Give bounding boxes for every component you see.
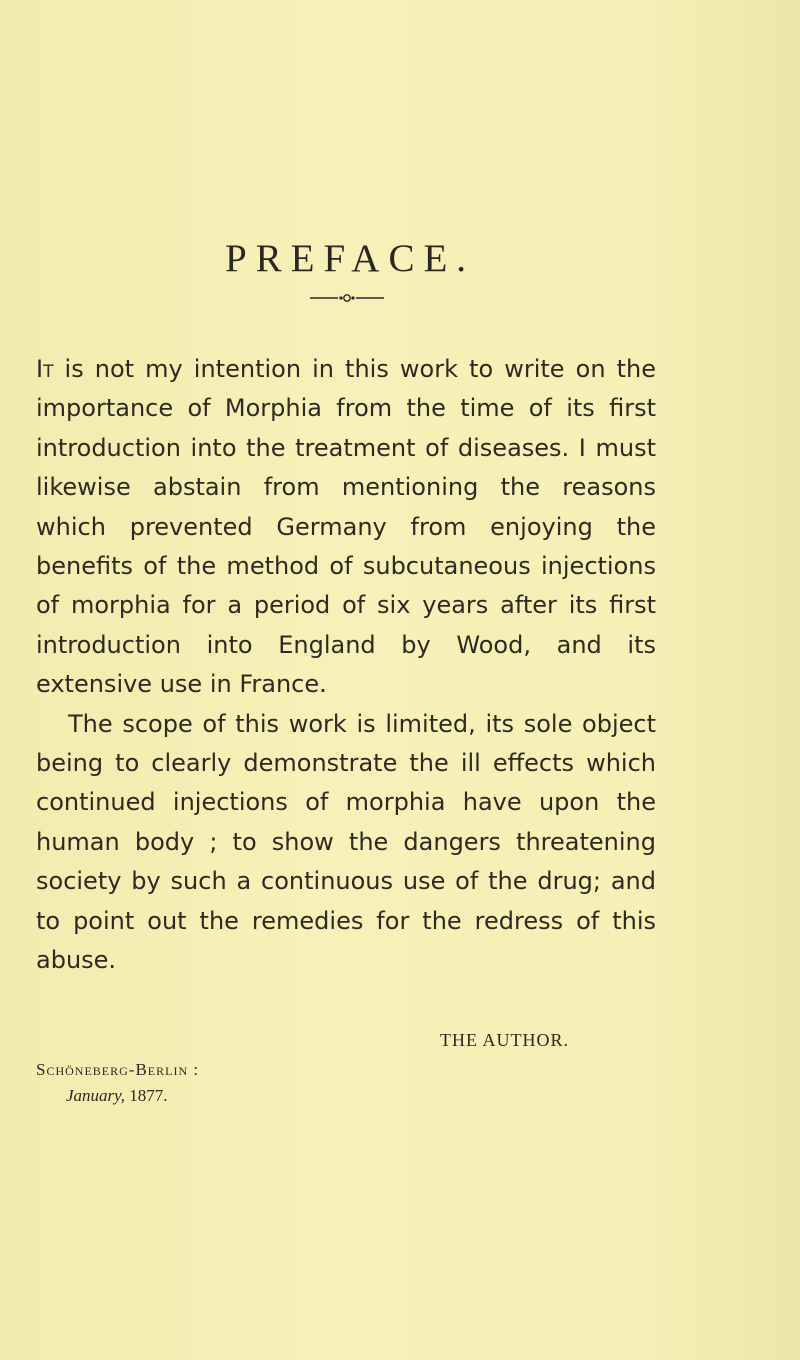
paragraph-2: The scope of this work is limited, its sole object being to clearly demonstrate the ill effects which continued injections of morphia have upon the human body ; to show the dangers threatening society by such a continuous use of the drug; and to point out the remedies for the redress of this abuse. [36,709,656,975]
date-line [66,1086,168,1106]
signature: THE AUTHOR. [440,1030,569,1050]
paragraph-1-lead: It [36,355,54,383]
preface-body [36,350,656,981]
page-title: PREFACE. [224,237,476,280]
date-month: January, [66,1086,126,1105]
date-year: 1877. [129,1086,168,1105]
place-line: Schöneberg-Berlin : [36,1060,200,1079]
ornament-divider-icon [292,291,402,305]
paragraph-1 [36,350,656,705]
paragraph-1-text: is not my intention in this work to write on the importance of Morphia from the time of its first introduction into the treatment of diseases. I must likewise abstain from mentioning the reasons which prevented Germany from enjoying the benefits of the method of subcutaneous injections of morphia for a period of six years after its first introduction into England by Wood, and its extensive use in France. [36,355,656,699]
